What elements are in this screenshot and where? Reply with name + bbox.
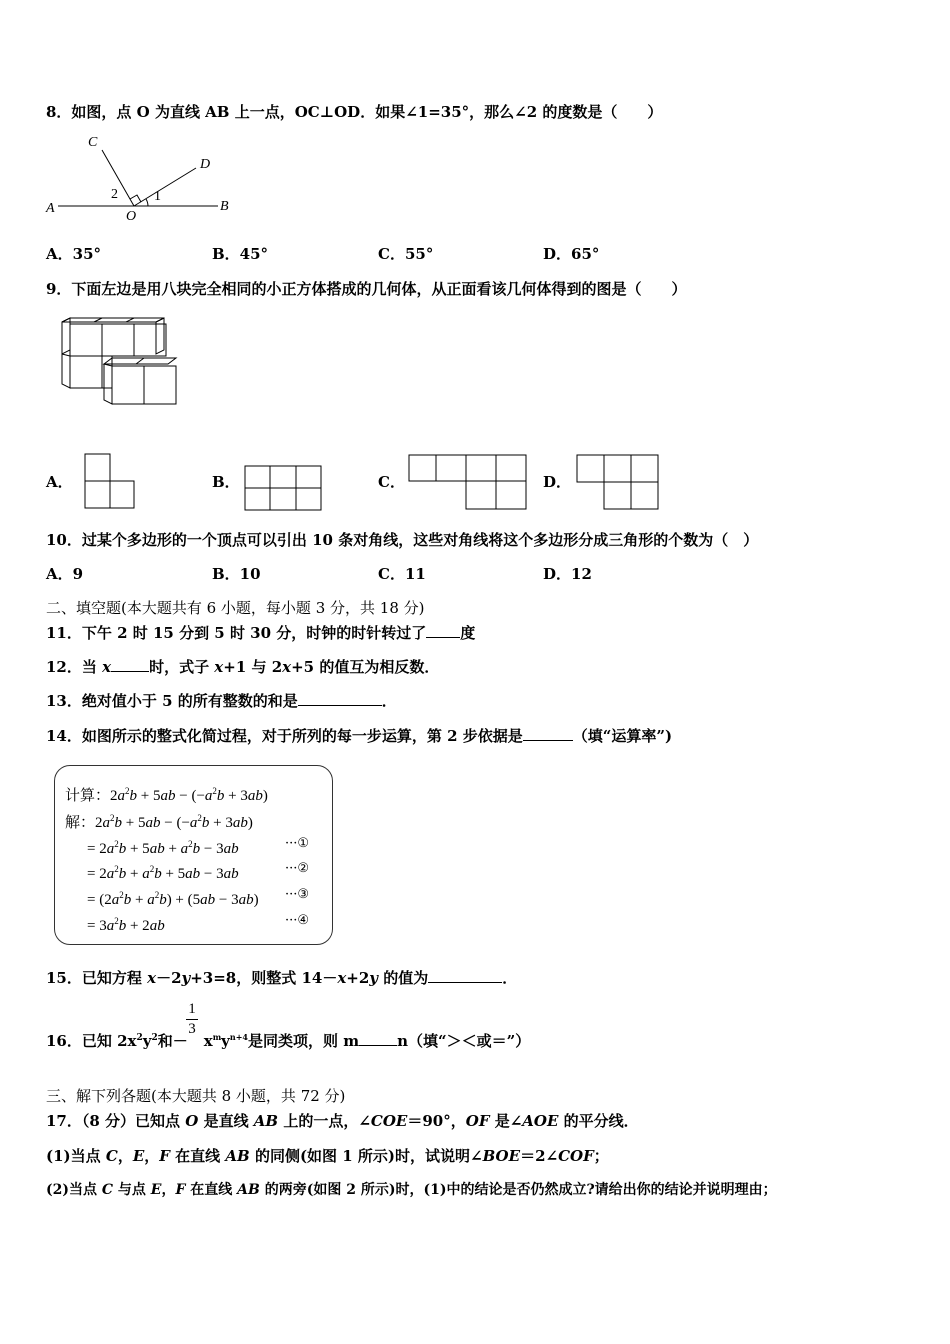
q8-option-d: D．65°	[543, 245, 600, 263]
q8-stem: 8．如图，点 O 为直线 AB 上一点，OC⊥OD．如果∠1=35°，那么∠2 的度数是（ ）	[46, 103, 663, 121]
q8-option-c: C．55°	[378, 245, 434, 263]
calc-tag-3: ···③	[285, 887, 310, 902]
q17-part2: (2)当点 C 与点 E，F 在直线 AB 的两旁(如图 2 所示)时，(1)中的结论是否仍然成立?请给出你的结论并说明理由；	[46, 1182, 777, 1198]
calc-tag-1: ···①	[285, 836, 310, 851]
q10-option-c: C．11	[378, 565, 426, 583]
calc-tag-2: ···②	[285, 861, 310, 876]
q8-option-a: A．35°	[46, 245, 102, 263]
q17-stem: 17．（8 分）已知点 O 是直线 AB 上的一点，∠COE＝90°，OF 是∠AOE 的平分线．	[46, 1112, 639, 1130]
q9-option-a-label: A．	[46, 473, 73, 491]
q9-option-d-label: D．	[543, 473, 572, 491]
label-b: B	[220, 199, 229, 214]
q9-option-c-figure	[408, 454, 538, 514]
q8-option-b: B．45°	[212, 245, 269, 263]
label-c: C	[88, 135, 98, 150]
calc-line-6: = $3a^2b + 2ab$	[87, 916, 165, 934]
q9-option-b-label: B．	[212, 473, 240, 491]
q9-option-b-figure	[244, 465, 334, 515]
section3-heading: 三、解下列各题(本大题共 8 小题，共 72 分)	[46, 1087, 346, 1105]
q17-part1: (1)当点 C，E，F 在直线 AB 的同侧(如图 1 所示)时，试说明∠BOE＝2∠COF；	[46, 1147, 609, 1165]
calc-line-4: = $2a^2b + a^2b + 5ab - 3ab$	[87, 864, 239, 882]
label-angle2: 2	[111, 187, 118, 202]
label-o: O	[126, 209, 137, 224]
section2-heading: 二、填空题(本大题共有 6 小题，每小题 3 分，共 18 分)	[46, 599, 425, 617]
calc-line-2: 解：$2a^2b + 5ab - (-a^2b + 3ab)$	[65, 813, 253, 831]
q15: 15．已知方程 x－2y+3=8，则整式 14－x+2y 的值为 ．	[46, 969, 518, 987]
q14: 14．如图所示的整式化简过程，对于所列的每一步运算，第 2 步依据是 （填“运算率”)	[46, 727, 673, 745]
calc-line-3: = $2a^2b + 5ab + a^2b - 3ab$	[87, 839, 239, 857]
calc-box	[54, 765, 333, 945]
q16-fraction: 1 3	[186, 1000, 198, 1038]
q12: 12．当 x 时，式子 x+1 与 2x+5 的值互为相反数．	[46, 658, 440, 676]
calc-line-1: 计算：$2a^2b + 5ab - (-a^2b + 3ab)$	[65, 786, 268, 804]
label-angle1: 1	[154, 189, 161, 204]
q9-option-d-figure	[576, 454, 666, 514]
calc-tag-4: ···④	[285, 913, 310, 928]
q10-option-a: A．9	[46, 565, 84, 583]
calc-line-5: = $(2a^2b + a^2b) + (5ab - 3ab)$	[87, 890, 259, 908]
q9-solid-figure	[60, 318, 190, 408]
q10-option-d: D．12	[543, 565, 592, 583]
q10-stem: 10．过某个多边形的一个顶点可以引出 10 条对角线，这些对角线将这个多边形分成三角形的个数为（ ）	[46, 531, 759, 549]
q9-stem: 9．下面左边是用八块完全相同的小正方体搭成的几何体，从正面看该几何体得到的图是（ ）	[46, 280, 687, 298]
q16: 16．已知 $2x^2y^2$和－ $x^my^{n+4}$是同类项，则 m n（填“＞＜或＝”）	[46, 1032, 531, 1050]
q10-option-b: B．10	[212, 565, 261, 583]
label-d: D	[200, 157, 211, 172]
q13: 13．绝对值小于 5 的所有整数的和是 ．	[46, 692, 397, 710]
q11: 11．下午 2 时 15 分到 5 时 30 分，时钟的时针转过了 度	[46, 624, 476, 642]
q8-figure	[44, 132, 244, 222]
label-a: A	[46, 201, 55, 216]
q9-option-c-label: C．	[378, 473, 405, 491]
q9-option-a-figure	[84, 453, 144, 513]
